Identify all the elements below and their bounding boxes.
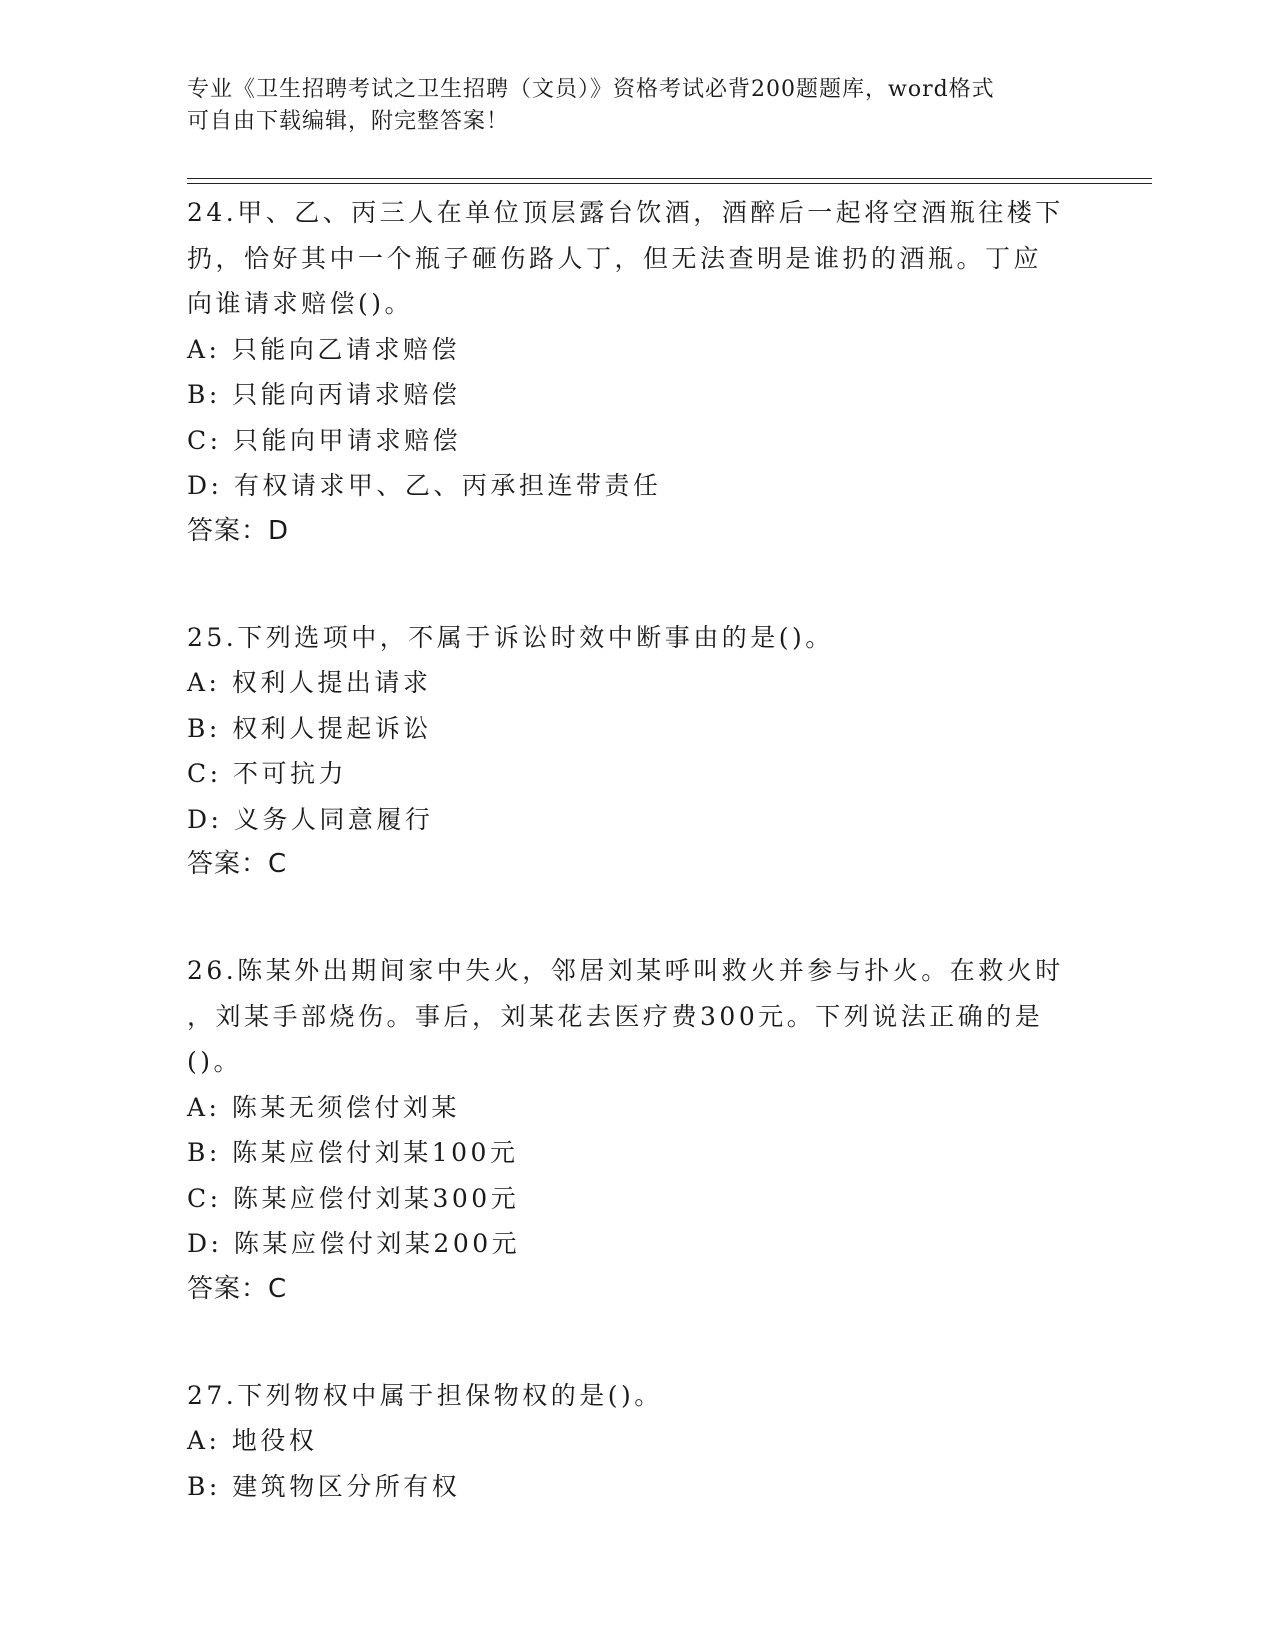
question-text-line: 26.陈某外出期间家中失火，邻居刘某呼叫救火并参与扑火。在救火时 bbox=[187, 956, 1064, 985]
question-text-line: ()。 bbox=[187, 1047, 243, 1076]
question-26 bbox=[187, 948, 1087, 1312]
option-a: A: 地役权 bbox=[187, 1426, 318, 1455]
option-b: B: 权利人提起诉讼 bbox=[187, 713, 432, 743]
question-list bbox=[187, 190, 1087, 1509]
option-a: A: 权利人提出请求 bbox=[187, 668, 432, 697]
option-c: C: 不可抗力 bbox=[187, 759, 347, 788]
header-title-line-2: 可自由下载编辑，附完整答案！ bbox=[187, 109, 510, 134]
document-header bbox=[187, 74, 1087, 138]
option-b: B: 建筑物区分所有权 bbox=[187, 1471, 461, 1501]
option-b: B: 只能向丙请求赔偿 bbox=[187, 380, 461, 409]
option-c: C: 陈某应偿付刘某300元 bbox=[187, 1183, 520, 1213]
option-d: D: 义务人同意履行 bbox=[187, 804, 434, 834]
answer-label: 答案：C bbox=[187, 1273, 288, 1304]
question-27 bbox=[187, 1373, 1087, 1510]
answer-label: 答案：C bbox=[187, 849, 288, 879]
question-text-line: ，刘某手部烧伤。事后，刘某花去医疗费300元。下列说法正确的是 bbox=[187, 1001, 1044, 1031]
header-divider-top bbox=[187, 178, 1152, 179]
option-d: D: 陈某应偿付刘某200元 bbox=[187, 1229, 521, 1258]
answer-label: 答案：D bbox=[187, 515, 290, 546]
header-title-line-1: 专业《卫生招聘考试之卫生招聘（文员）》资格考试必背200题题库，word格式 bbox=[187, 77, 995, 102]
question-text-line: 扔，恰好其中一个瓶子砸伤路人丁，但无法查明是谁扔的酒瓶。丁应 bbox=[187, 243, 1043, 273]
option-d: D: 有权请求甲、乙、丙承担连带责任 bbox=[187, 471, 662, 500]
option-a: A: 只能向乙请求赔偿 bbox=[187, 334, 460, 364]
question-text-line: 27.下列物权中属于担保物权的是()。 bbox=[187, 1380, 663, 1410]
question-text-line: 24.甲、乙、丙三人在单位顶层露台饮酒，酒醉后一起将空酒瓶往楼下 bbox=[187, 198, 1064, 227]
question-text-line: 25.下列选项中，不属于诉讼时效中断事由的是()。 bbox=[187, 622, 834, 652]
question-text-line: 向谁请求赔偿()。 bbox=[187, 289, 414, 318]
header-divider-bottom bbox=[187, 183, 1152, 184]
option-b: B: 陈某应偿付刘某100元 bbox=[187, 1138, 519, 1167]
question-25 bbox=[187, 615, 1087, 888]
option-a: A: 陈某无须偿付刘某 bbox=[187, 1092, 460, 1122]
option-c: C: 只能向甲请求赔偿 bbox=[187, 425, 461, 455]
question-24 bbox=[187, 190, 1087, 554]
